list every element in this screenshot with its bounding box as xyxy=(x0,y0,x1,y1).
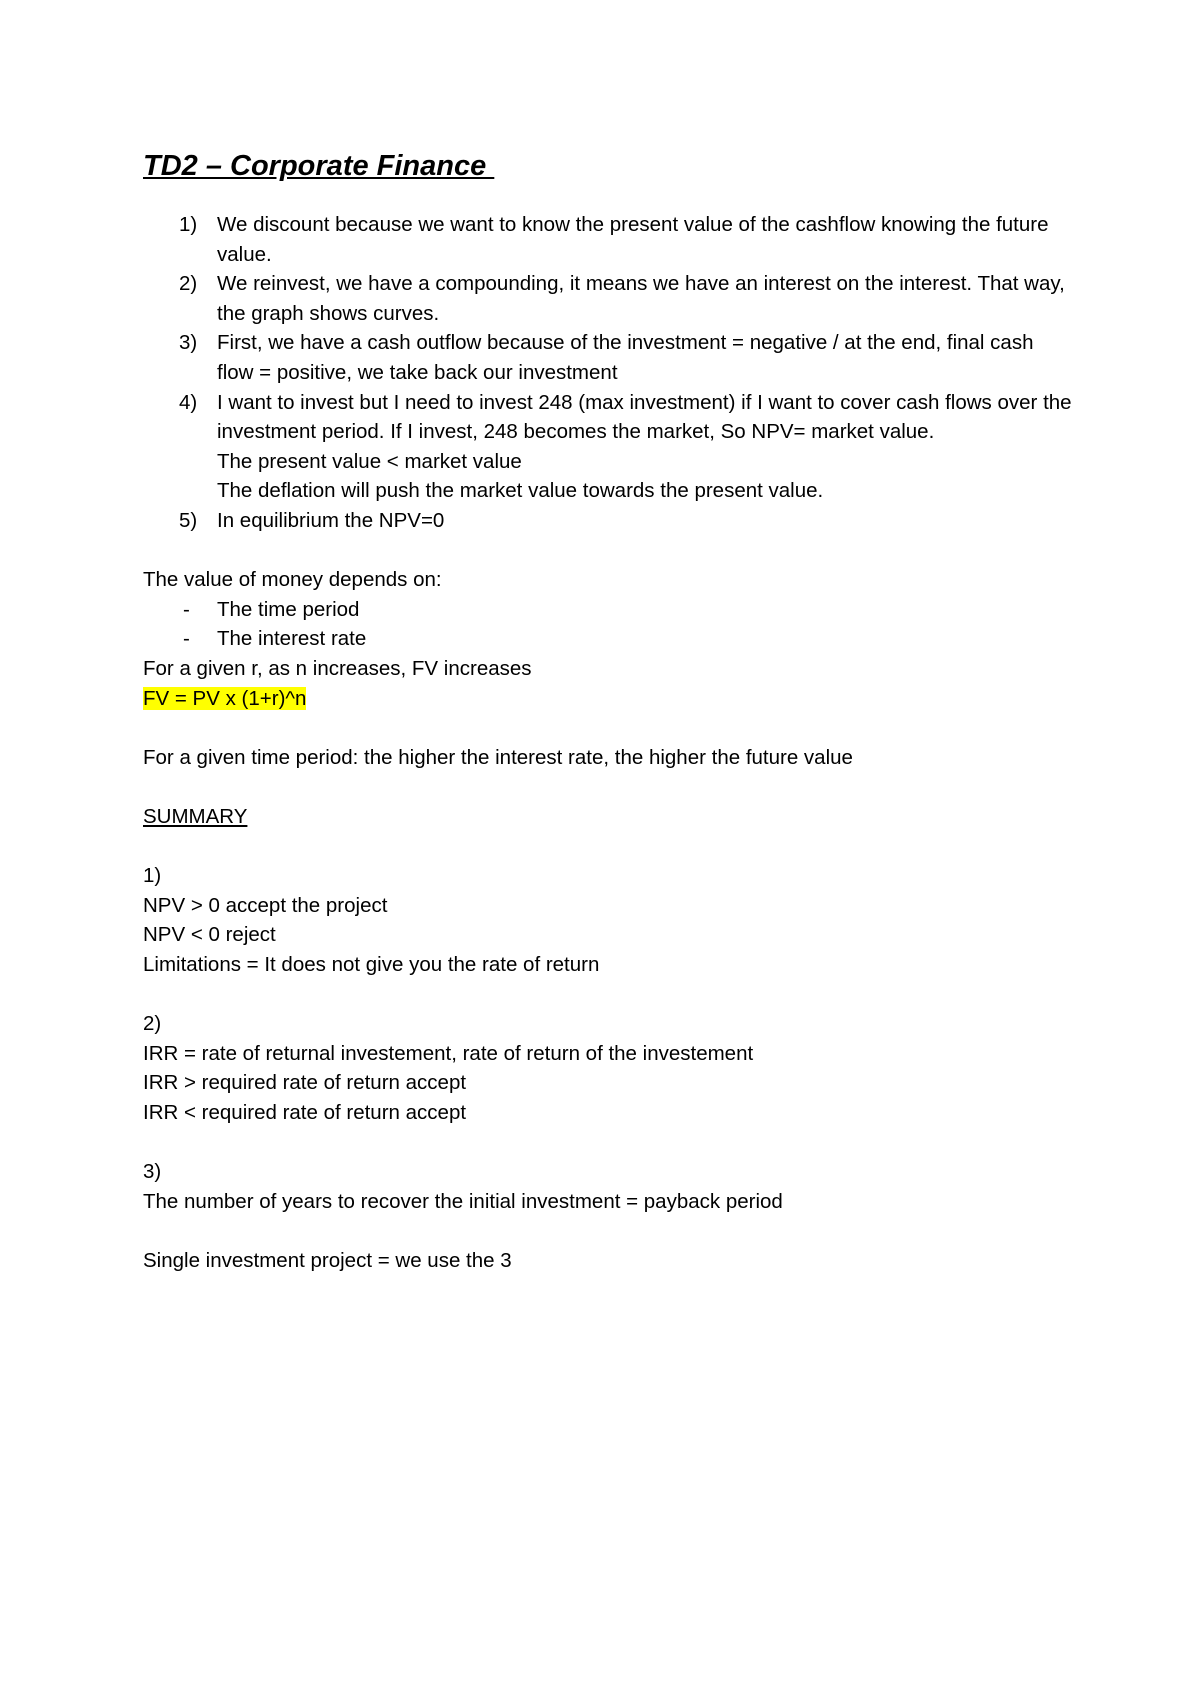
list-item xyxy=(143,388,1073,506)
list-item xyxy=(143,506,1073,536)
answer-text: The deflation will push the market value towards the present value. xyxy=(217,479,824,503)
list-number: 5) xyxy=(179,508,198,532)
spacer xyxy=(143,713,1073,743)
list-number: 4) xyxy=(179,390,198,414)
spacer xyxy=(143,1216,1073,1246)
summary-line: NPV < 0 reject xyxy=(143,923,276,947)
summary-line: IRR < required rate of return accept xyxy=(143,1100,467,1124)
list-number: 3) xyxy=(179,331,198,355)
spacer xyxy=(143,1127,1073,1157)
spacer xyxy=(143,979,1073,1009)
closing-statement: Single investment project = we use the 3 xyxy=(143,1248,512,1272)
summary-number: 2) xyxy=(143,1012,162,1036)
list-item-text: The time period xyxy=(217,597,360,621)
summary-line: IRR > required rate of return accept xyxy=(143,1071,467,1095)
list-item xyxy=(143,595,1073,625)
dash-bullet: - xyxy=(183,597,190,621)
list-item xyxy=(143,210,1073,269)
summary-number: 1) xyxy=(143,864,162,888)
list-number: 2) xyxy=(179,272,198,296)
answer-text: First, we have a cash outflow because of the investment = negative / at the end, final cash flow = positive, we take back our investment xyxy=(217,331,1034,384)
list-number: 1) xyxy=(179,213,198,236)
summary-line: The number of years to recover the initial investment = payback period xyxy=(143,1189,783,1213)
list-item-text: The interest rate xyxy=(217,627,367,651)
list-item xyxy=(143,328,1073,387)
value-of-money-list xyxy=(143,595,1073,654)
given-time-statement: For a given time period: the higher the interest rate, the higher the future value xyxy=(143,745,853,769)
document-page xyxy=(143,148,1073,1275)
summary-line: IRR = rate of returnal investement, rate of return of the investement xyxy=(143,1041,754,1065)
fv-formula: FV = PV x (1+r)^n xyxy=(143,686,307,710)
list-item xyxy=(143,624,1073,654)
value-of-money-intro: The value of money depends on: xyxy=(143,568,442,592)
summary-line: NPV > 0 accept the project xyxy=(143,893,388,917)
spacer xyxy=(143,772,1073,802)
page-title: TD2 – Corporate Finance xyxy=(143,150,495,182)
dash-bullet: - xyxy=(183,627,190,651)
summary-heading: SUMMARY xyxy=(143,804,248,828)
answer-text: The present value < market value xyxy=(217,449,522,473)
answer-text: We discount because we want to know the present value of the cashflow knowing the future value. xyxy=(217,213,1049,266)
summary-number: 3) xyxy=(143,1160,162,1183)
summary-line: Limitations = It does not give you the rate of return xyxy=(143,952,600,976)
given-r-statement: For a given r, as n increases, FV increases xyxy=(143,656,532,680)
spacer xyxy=(143,831,1073,861)
answer-text: We reinvest, we have a compounding, it means we have an interest on the interest. That way, the graph shows curves. xyxy=(217,272,1065,325)
spacer xyxy=(143,536,1073,566)
answers-list xyxy=(143,210,1073,536)
list-item xyxy=(143,269,1073,328)
answer-text: In equilibrium the NPV=0 xyxy=(217,508,445,532)
answer-text: I want to invest but I need to invest 248 (max investment) if I want to cover cash flows over the investment period. If I invest, 248 becomes the market, So NPV= market value. xyxy=(217,390,1072,444)
